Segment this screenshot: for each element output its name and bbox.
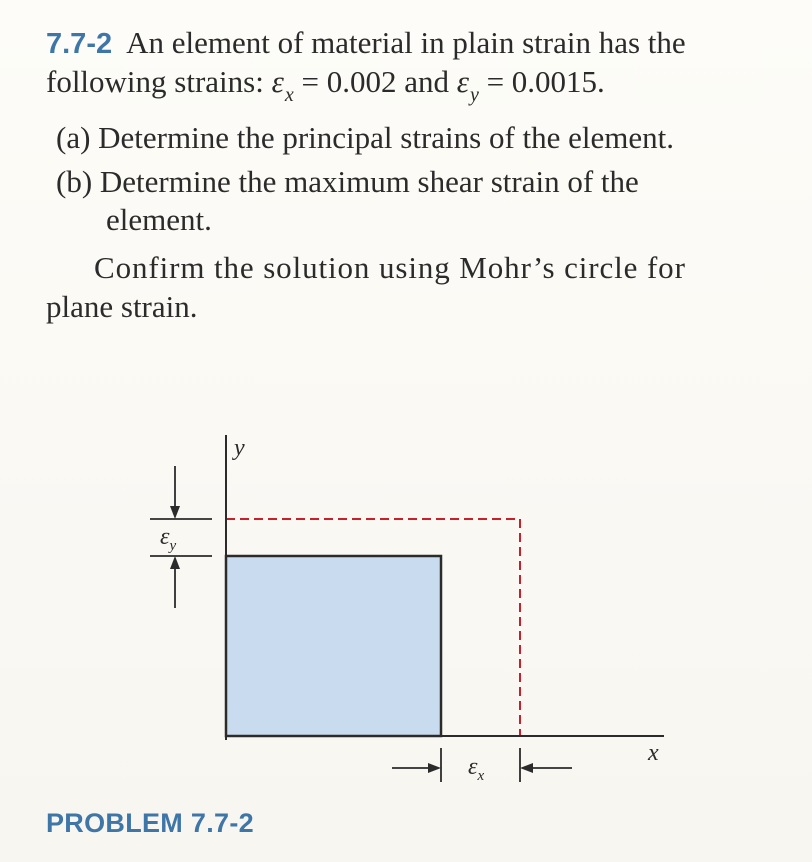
epsilon-x-subscript: x [284, 84, 294, 106]
epsilon-y-label: $\varepsilon_y$ [160, 524, 177, 554]
intro-line-1: An element of material in plain strain has the [126, 25, 686, 60]
figure-caption: PROBLEM 7.7-2 [46, 808, 254, 838]
epsilon-y-subscript: y [469, 84, 479, 106]
problem-number: 7.7-2 [46, 28, 113, 60]
epsilon-y-symbol: ε [456, 64, 469, 99]
part-a: (a) Determine the principal strains of the element. [56, 120, 675, 155]
epsilon-y-arrow-down [170, 506, 180, 519]
strain-x-value: = 0.002 and [293, 64, 457, 99]
original-element [226, 556, 441, 736]
part-b-line-2: element. [106, 202, 212, 237]
epsilon-y-arrow-up [170, 556, 180, 569]
strain-y-value: = 0.0015. [478, 64, 605, 99]
intro-line-2: following strains: [46, 64, 272, 99]
confirm-line-1: Confirm the solution using Mohr’s circle for [94, 250, 686, 285]
confirm-line-2: plane strain. [46, 289, 198, 324]
epsilon-x-arrow-right [428, 763, 441, 773]
x-axis-label: x [648, 740, 659, 766]
epsilon-x-arrow-left [520, 763, 533, 773]
y-axis-label: y [234, 435, 245, 461]
part-b-line-1: (b) Determine the maximum shear strain of the [56, 164, 639, 199]
epsilon-x-symbol: ε [271, 64, 284, 99]
epsilon-x-label: $\varepsilon_x$ [468, 754, 485, 784]
